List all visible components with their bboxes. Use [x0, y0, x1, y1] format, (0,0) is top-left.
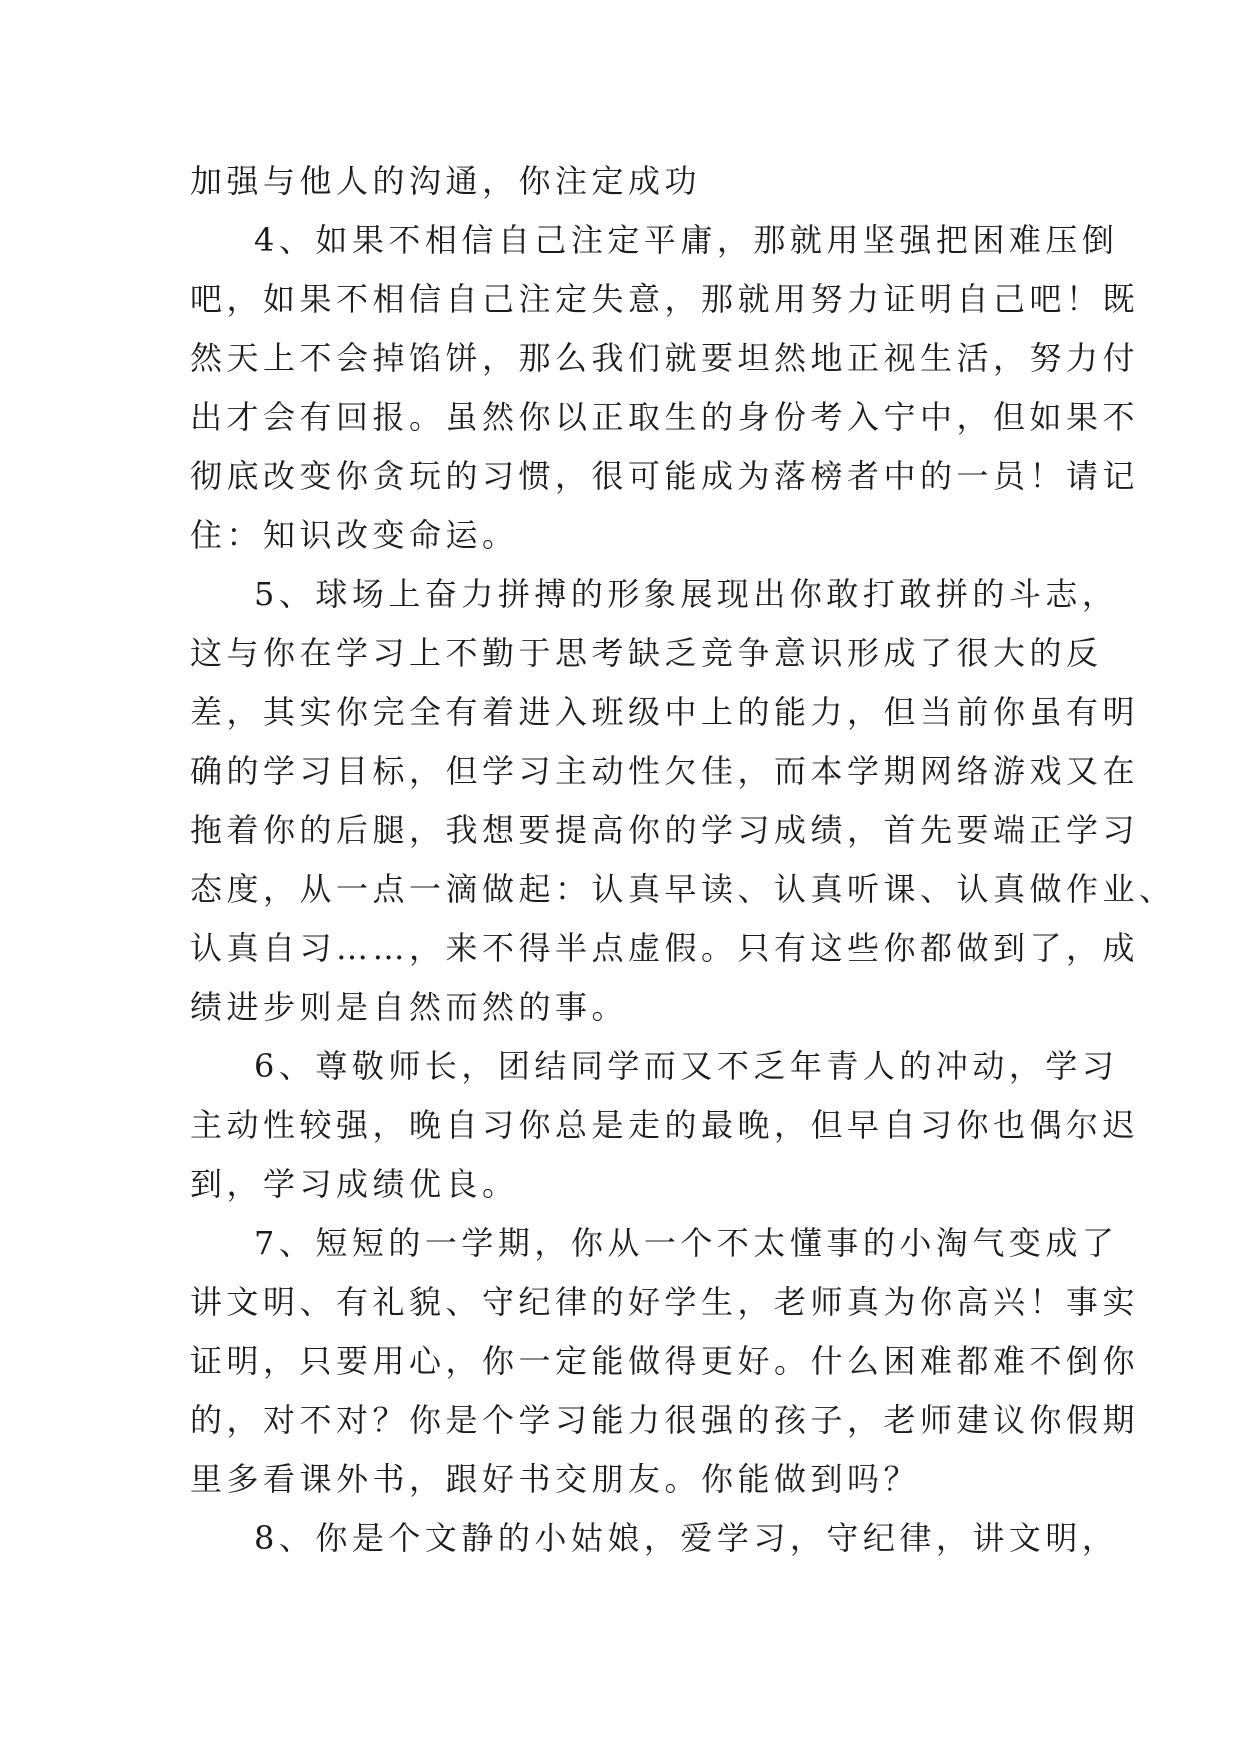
text-line: 住：知识改变命运。	[190, 516, 519, 554]
text-line: 里多看课外书，跟好书交朋友。你能做到吗？	[190, 1460, 921, 1498]
document-body	[190, 152, 1176, 1568]
text-line-item-7-start: 7、短短的一学期，你从一个不太懂事的小淘气变成了	[254, 1224, 1119, 1262]
text-line-item-5-start: 5、球场上奋力拼搏的形象展现出你敢打敢拼的斗志，	[254, 575, 1119, 613]
text-line: 的，对不对？你是个学习能力很强的孩子，老师建议你假期	[190, 1401, 1140, 1439]
text-line: 主动性较强，晚自习你总是走的最晚，但早自习你也偶尔迟	[190, 1106, 1140, 1144]
text-line: 认真自习……，来不得半点虚假。只有这些你都做到了，成	[190, 929, 1140, 967]
text-line: 然天上不会掉馅饼，那么我们就要坦然地正视生活，努力付	[190, 339, 1140, 377]
text-line: 讲文明、有礼貌、守纪律的好学生，老师真为你高兴！事实	[190, 1283, 1140, 1321]
text-line: 出才会有回报。虽然你以正取生的身份考入宁中，但如果不	[190, 398, 1140, 436]
text-line-item-4-start: 4、如果不相信自己注定平庸，那就用坚强把困难压倒	[254, 221, 1119, 259]
text-line: 这与你在学习上不勤于思考缺乏竞争意识形成了很大的反	[190, 634, 1103, 672]
text-line-item-8-start: 8、你是个文静的小姑娘，爱学习，守纪律，讲文明，	[254, 1519, 1119, 1557]
text-line: 吧，如果不相信自己注定失意，那就用努力证明自己吧！既	[190, 280, 1140, 318]
text-line: 彻底改变你贪玩的习惯，很可能成为落榜者中的一员！请记	[190, 457, 1140, 495]
text-line: 确的学习目标，但学习主动性欠佳，而本学期网络游戏又在	[190, 752, 1140, 790]
text-line: 绩进步则是自然而然的事。	[190, 988, 629, 1026]
text-line-item-6-start: 6、尊敬师长，团结同学而又不乏年青人的冲动，学习	[254, 1047, 1119, 1085]
text-line: 到，学习成绩优良。	[190, 1165, 519, 1203]
text-line: 加强与他人的沟通，你注定成功	[190, 162, 702, 200]
text-line: 拖着你的后腿，我想要提高你的学习成绩，首先要端正学习	[190, 811, 1140, 849]
text-line: 证明，只要用心，你一定能做得更好。什么困难都难不倒你	[190, 1342, 1140, 1380]
text-line: 差，其实你完全有着进入班级中上的能力，但当前你虽有明	[190, 693, 1140, 731]
text-line: 态度，从一点一滴做起：认真早读、认真听课、认真做作业、	[190, 870, 1176, 908]
